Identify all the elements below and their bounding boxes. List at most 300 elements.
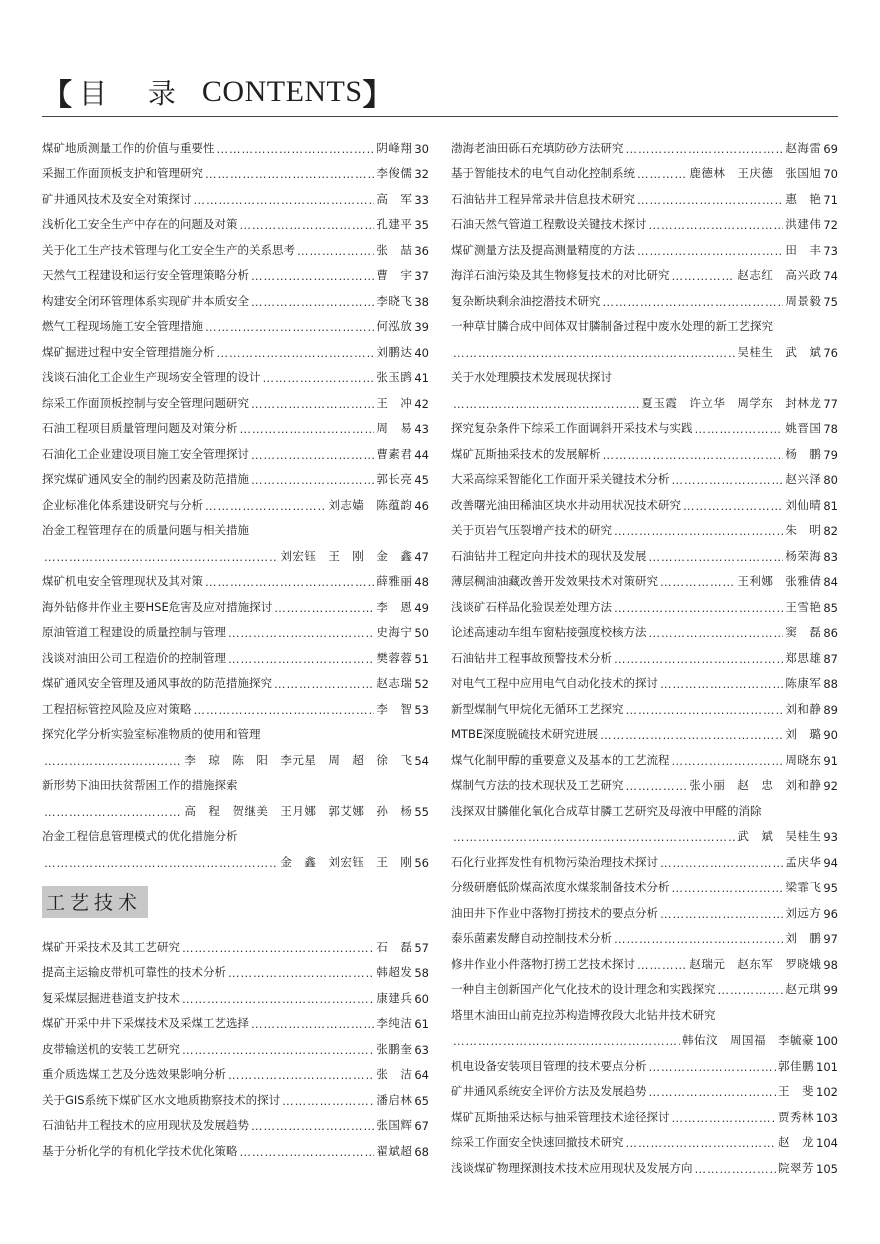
toc-entry-authors: 赵志红 高兴政 bbox=[737, 268, 822, 282]
toc-entry-title: 石化行业挥发性有机物污染治理技术探讨 bbox=[451, 854, 658, 869]
toc-entry[interactable] bbox=[42, 1011, 429, 1037]
toc-leader-dots bbox=[228, 1068, 374, 1082]
toc-entry-title: 塔里木油田山前克拉苏构造博孜段大北钻井技术研究 bbox=[451, 1007, 716, 1022]
toc-leader-dots bbox=[453, 1034, 680, 1048]
toc-entry[interactable] bbox=[451, 696, 838, 722]
toc-entry-author-line bbox=[42, 849, 429, 875]
toc-entry[interactable] bbox=[42, 594, 429, 620]
toc-entry[interactable] bbox=[42, 237, 429, 263]
toc-entry[interactable] bbox=[42, 934, 429, 960]
toc-entry-page: 64 bbox=[414, 1068, 429, 1082]
toc-leader-dots bbox=[660, 575, 735, 589]
toc-entry-authors: 李俊儒 bbox=[376, 166, 413, 180]
toc-entry-line bbox=[42, 237, 429, 263]
toc-entry-title: 新形势下油田扶贫帮困工作的措施探索 bbox=[42, 778, 238, 792]
toc-entry-title-line bbox=[451, 798, 838, 824]
toc-entry[interactable] bbox=[451, 365, 838, 416]
toc-entry[interactable] bbox=[451, 1104, 838, 1130]
toc-leader-dots bbox=[683, 499, 783, 513]
toc-leader-dots bbox=[217, 142, 375, 156]
toc-leader-dots bbox=[672, 881, 784, 895]
toc-entry-authors: 梁霏飞 bbox=[785, 880, 822, 894]
toc-left-column-process bbox=[42, 934, 429, 1164]
toc-leader-dots bbox=[228, 652, 374, 666]
toc-entry[interactable] bbox=[451, 288, 838, 314]
toc-entry[interactable] bbox=[451, 237, 838, 263]
toc-entry-title: 大采高综采智能化工作面开采关键技术分析 bbox=[451, 472, 670, 486]
toc-entry[interactable] bbox=[451, 518, 838, 544]
toc-leader-dots bbox=[182, 1043, 374, 1057]
toc-entry[interactable] bbox=[42, 985, 429, 1011]
toc-entry-page: 86 bbox=[823, 626, 838, 640]
toc-entry-page: 80 bbox=[823, 473, 838, 487]
toc-entry-line bbox=[451, 467, 838, 493]
toc-entry-authors: 薛雅丽 bbox=[376, 574, 413, 588]
toc-entry-title: 浅析化工安全生产中存在的问题及对策 bbox=[42, 217, 238, 231]
toc-entry[interactable] bbox=[42, 824, 429, 875]
toc-entry-title: 综采工作面安全快速回撤技术研究 bbox=[451, 1135, 624, 1149]
toc-leader-dots bbox=[228, 626, 374, 640]
toc-leader-dots bbox=[695, 1162, 777, 1176]
toc-leader-dots bbox=[282, 1094, 374, 1108]
toc-entry[interactable] bbox=[42, 1036, 429, 1062]
toc-leader-dots bbox=[626, 1136, 777, 1150]
toc-entry[interactable] bbox=[42, 390, 429, 416]
toc-leader-dots bbox=[453, 397, 639, 411]
toc-leader-dots bbox=[649, 1060, 777, 1074]
toc-entry[interactable] bbox=[42, 518, 429, 569]
toc-entry-page: 97 bbox=[823, 932, 838, 946]
toc-entry-title: 石油钻井工程定向井技术的现状及发展 bbox=[451, 548, 647, 563]
toc-entry-authors: 孟庆华 bbox=[785, 854, 822, 869]
toc-entry-line bbox=[451, 696, 838, 722]
toc-entry-title: 石油钻井工程技术的应用现状及发展趋势 bbox=[42, 1118, 249, 1132]
toc-entry-title: 采掘工作面顶板支护和管理研究 bbox=[42, 166, 203, 180]
toc-entry-title: 综采工作面顶板控制与安全管理问题研究 bbox=[42, 395, 249, 410]
toc-leader-dots bbox=[626, 779, 688, 793]
toc-entry-page: 44 bbox=[414, 447, 429, 462]
toc-entry-page: 71 bbox=[823, 192, 838, 207]
toc-entry-line bbox=[451, 543, 838, 569]
toc-leader-dots bbox=[251, 1119, 374, 1133]
toc-entry-authors: 王 斐 bbox=[778, 1084, 815, 1098]
toc-leader-dots bbox=[205, 167, 374, 181]
toc-entry-title-line bbox=[42, 722, 429, 748]
toc-entry-authors: 金 鑫 刘宏钰 王 刚 bbox=[280, 854, 413, 869]
toc-entry-authors: 高 程 贺继美 王月娜 郭艾娜 孙 杨 bbox=[184, 803, 413, 818]
toc-entry-page: 98 bbox=[823, 957, 838, 972]
toc-entry-page: 39 bbox=[414, 320, 429, 334]
toc-entry-line bbox=[451, 773, 838, 799]
toc-entry-authors: 李纯洁 bbox=[376, 1016, 413, 1030]
toc-entry[interactable] bbox=[451, 1002, 838, 1053]
toc-entry-title: 修井作业小件落物打捞工艺技术探讨 bbox=[451, 956, 635, 971]
toc-entry-authors: 张小丽 赵 忠 刘和静 bbox=[689, 778, 822, 792]
toc-entry[interactable] bbox=[42, 671, 429, 697]
header-close-bracket: 】 bbox=[362, 78, 394, 113]
toc-leader-dots bbox=[637, 958, 687, 972]
toc-leader-dots bbox=[614, 601, 783, 615]
toc-entry-line bbox=[451, 977, 838, 1003]
toc-entry-authors: 石 磊 bbox=[376, 939, 413, 954]
toc-leader-dots bbox=[251, 269, 374, 283]
toc-entry[interactable] bbox=[42, 441, 429, 467]
toc-entry[interactable] bbox=[451, 620, 838, 646]
toc-entry[interactable] bbox=[42, 1113, 429, 1139]
toc-entry-line bbox=[451, 671, 838, 697]
toc-entry-authors: 周 易 bbox=[376, 421, 413, 435]
toc-entry[interactable] bbox=[42, 288, 429, 314]
toc-entry-authors: 王雪艳 bbox=[785, 599, 822, 614]
toc-entry-page: 103 bbox=[816, 1110, 838, 1125]
toc-entry-page: 51 bbox=[414, 651, 429, 666]
toc-leader-dots bbox=[194, 703, 375, 717]
toc-entry-title: 浅谈矿石样品化验误差处理方法 bbox=[451, 599, 612, 614]
toc-entry[interactable] bbox=[451, 1155, 838, 1181]
toc-entry[interactable] bbox=[451, 798, 838, 849]
toc-entry-title: 机电设备安装项目管理的技术要点分析 bbox=[451, 1058, 647, 1073]
toc-entry[interactable] bbox=[42, 1062, 429, 1088]
toc-entry[interactable] bbox=[42, 620, 429, 646]
toc-entry-title: 煤制气方法的技术现状及工艺研究 bbox=[451, 778, 624, 792]
toc-entry[interactable] bbox=[451, 1130, 838, 1156]
toc-entry-line bbox=[451, 951, 838, 977]
toc-leader-dots bbox=[274, 601, 374, 615]
toc-entry-page: 79 bbox=[823, 447, 838, 462]
toc-entry[interactable] bbox=[451, 416, 838, 442]
toc-entry-page: 74 bbox=[823, 269, 838, 283]
toc-leader-dots bbox=[649, 626, 784, 640]
toc-entry[interactable] bbox=[42, 212, 429, 238]
toc-entry-line bbox=[451, 1155, 838, 1181]
toc-leader-dots bbox=[182, 941, 374, 955]
toc-entry-title: 关于页岩气压裂增产技术的研究 bbox=[451, 523, 612, 537]
toc-entry-line bbox=[451, 594, 838, 620]
toc-entry-line bbox=[42, 1087, 429, 1113]
toc-leader-dots bbox=[637, 193, 783, 207]
toc-entry[interactable] bbox=[451, 773, 838, 799]
toc-entry[interactable] bbox=[451, 747, 838, 773]
toc-entry-page: 67 bbox=[414, 1119, 429, 1133]
toc-entry-authors: 张鹏奎 bbox=[376, 1041, 413, 1056]
toc-entry[interactable] bbox=[451, 1079, 838, 1105]
toc-entry[interactable] bbox=[451, 186, 838, 212]
toc-entry-page: 100 bbox=[816, 1034, 838, 1048]
toc-entry-title: 煤矿机电安全管理现状及其对策 bbox=[42, 574, 203, 588]
toc-entry-line bbox=[42, 416, 429, 442]
toc-entry[interactable] bbox=[42, 773, 429, 824]
toc-entry-authors: 李 琼 陈 阳 李元星 周 超 徐 飞 bbox=[184, 752, 413, 767]
toc-entry-title: 原油管道工程建设的质量控制与管理 bbox=[42, 625, 226, 639]
toc-entry-title: 石油化工企业建设项目施工安全管理探讨 bbox=[42, 446, 249, 461]
toc-entry-page: 65 bbox=[414, 1093, 429, 1108]
toc-entry-page: 55 bbox=[414, 804, 429, 819]
toc-leader-dots bbox=[182, 992, 374, 1006]
toc-entry[interactable] bbox=[42, 365, 429, 391]
toc-entry-page: 81 bbox=[823, 498, 838, 513]
toc-entry-title: 关于GIS系统下煤矿区水文地质勘察技术的探讨 bbox=[42, 1092, 281, 1107]
toc-entry[interactable] bbox=[42, 416, 429, 442]
toc-entry-page: 50 bbox=[414, 626, 429, 640]
toc-entry-page: 36 bbox=[414, 243, 429, 258]
toc-entry-page: 41 bbox=[414, 371, 429, 385]
toc-entry-authors: 赵元琪 bbox=[785, 982, 822, 996]
toc-leader-dots bbox=[217, 346, 375, 360]
toc-leader-dots bbox=[614, 652, 783, 666]
toc-entry-authors: 鹿德林 王庆德 张国旭 bbox=[689, 166, 822, 180]
toc-entry-authors: 张国辉 bbox=[376, 1118, 413, 1132]
toc-entry-title: 探究复杂条件下综采工作面调斜开采技术与实践 bbox=[451, 421, 693, 435]
toc-entry-authors: 赵瑞元 赵东军 罗晓娥 bbox=[689, 956, 822, 971]
toc-entry-line bbox=[42, 960, 429, 986]
toc-entry-authors: 窦 磊 bbox=[785, 625, 822, 639]
toc-entry-title: 一种草甘膦合成中间体双甘膦制备过程中废水处理的新工艺探究 bbox=[451, 319, 773, 333]
toc-entry-page: 88 bbox=[823, 677, 838, 691]
toc-entry-title: 煤矿地质测量工作的价值与重要性 bbox=[42, 140, 215, 155]
toc-entry-authors: 赵 龙 bbox=[778, 1135, 815, 1149]
toc-entry-title: 矿井通风系统安全评价方法及发展趋势 bbox=[451, 1084, 647, 1098]
toc-entry-title: 煤矿测量方法及提高测量精度的方法 bbox=[451, 242, 635, 257]
toc-entry-title: 新型煤制气甲烷化无循环工艺探究 bbox=[451, 701, 624, 716]
toc-entry-title: 浅谈对油田公司工程造价的控制管理 bbox=[42, 650, 226, 665]
toc-entry[interactable] bbox=[451, 849, 838, 875]
toc-entry-page: 77 bbox=[823, 396, 838, 411]
header-title-en: CONTENTS bbox=[201, 75, 363, 108]
toc-entry[interactable] bbox=[451, 441, 838, 467]
toc-entry-authors: 赵海雷 bbox=[785, 140, 822, 155]
toc-leader-dots bbox=[660, 677, 783, 691]
toc-entry[interactable] bbox=[451, 1053, 838, 1079]
toc-entry-authors: 姚晋国 bbox=[785, 421, 822, 435]
toc-leader-dots bbox=[297, 244, 374, 258]
toc-entry-authors: 史海宁 bbox=[376, 625, 413, 639]
toc-leader-dots bbox=[660, 856, 783, 870]
toc-entry-page: 83 bbox=[823, 549, 838, 564]
toc-leader-dots bbox=[603, 448, 784, 462]
toc-entry-authors: 赵志瑞 bbox=[376, 676, 413, 690]
toc-entry-page: 37 bbox=[414, 269, 429, 283]
toc-leader-dots bbox=[603, 295, 784, 309]
toc-leader-dots bbox=[251, 448, 374, 462]
toc-entry-page: 92 bbox=[823, 779, 838, 793]
toc-entry-title: 煤矿掘进过程中安全管理措施分析 bbox=[42, 344, 215, 359]
toc-entry[interactable] bbox=[451, 645, 838, 671]
toc-entry-page: 94 bbox=[823, 855, 838, 870]
toc-entry-authors: 李 智 bbox=[376, 701, 413, 716]
toc-entry-line bbox=[42, 985, 429, 1011]
toc-entry[interactable] bbox=[42, 492, 429, 518]
toc-entry-title: 对电气工程中应用电气自动化技术的探讨 bbox=[451, 676, 658, 690]
toc-entry-title: 冶金工程信息管理模式的优化措施分析 bbox=[42, 829, 238, 843]
toc-entry-author-line bbox=[42, 798, 429, 824]
toc-entry-title: 探究化学分析实验室标准物质的使用和管理 bbox=[42, 727, 261, 741]
toc-entry-page: 104 bbox=[816, 1136, 838, 1150]
toc-entry-page: 38 bbox=[414, 294, 429, 309]
toc-entry[interactable] bbox=[451, 977, 838, 1003]
toc-entry-authors: 何泓放 bbox=[376, 319, 413, 333]
toc-entry[interactable] bbox=[451, 900, 838, 926]
toc-leader-dots bbox=[228, 966, 374, 980]
toc-entry-authors: 刘鹏达 bbox=[376, 344, 413, 359]
toc-entry[interactable] bbox=[451, 135, 838, 161]
toc-entry-title: 海外钻修井作业主要HSE危害及应对措施探讨 bbox=[42, 599, 273, 614]
toc-left-column bbox=[42, 135, 429, 875]
toc-entry-page: 76 bbox=[823, 345, 838, 360]
toc-entry[interactable] bbox=[451, 875, 838, 901]
toc-leader-dots bbox=[205, 575, 374, 589]
toc-entry-title: 燃气工程现场施工安全管理措施 bbox=[42, 319, 203, 333]
toc-entry-authors: 孔建平 bbox=[376, 217, 413, 231]
toc-entry[interactable] bbox=[451, 594, 838, 620]
toc-entry[interactable] bbox=[451, 951, 838, 977]
toc-leader-dots bbox=[614, 524, 783, 538]
toc-entry-page: 75 bbox=[823, 294, 838, 309]
toc-entry-line bbox=[42, 161, 429, 187]
toc-entry-title: 提高主运输皮带机可靠性的技术分析 bbox=[42, 965, 226, 979]
toc-entry[interactable] bbox=[42, 569, 429, 595]
toc-entry-page: 35 bbox=[414, 218, 429, 232]
toc-entry[interactable] bbox=[42, 960, 429, 986]
toc-entry-line bbox=[42, 339, 429, 365]
toc-entry-page: 61 bbox=[414, 1017, 429, 1031]
toc-entry-title-line bbox=[42, 518, 429, 544]
toc-entry-author-line bbox=[451, 390, 838, 416]
toc-entry[interactable] bbox=[42, 186, 429, 212]
toc-right-column bbox=[451, 135, 838, 1181]
toc-entry-author-line bbox=[451, 1028, 838, 1054]
toc-leader-dots bbox=[695, 422, 784, 436]
toc-leader-dots bbox=[251, 397, 374, 411]
toc-entry-authors: 康建兵 bbox=[376, 990, 413, 1005]
toc-entry[interactable] bbox=[451, 492, 838, 518]
toc-entry-line bbox=[451, 900, 838, 926]
toc-entry-title: 浅探双甘膦催化氧化合成草甘膦工艺研究及母液中甲醛的消除 bbox=[451, 803, 762, 818]
toc-entry-authors: 院翠芳 bbox=[778, 1160, 815, 1175]
toc-entry-authors: 惠 艳 bbox=[785, 191, 822, 206]
toc-leader-dots bbox=[626, 142, 784, 156]
toc-entry-page: 78 bbox=[823, 422, 838, 436]
toc-leader-dots bbox=[44, 754, 182, 768]
toc-entry-title: 煤矿瓦斯抽采技术的发展解析 bbox=[451, 446, 601, 461]
toc-entry-line bbox=[42, 365, 429, 391]
toc-leader-dots bbox=[672, 473, 784, 487]
toc-entry[interactable] bbox=[451, 161, 838, 187]
toc-entry-title: 石油天然气管道工程敷设关键技术探讨 bbox=[451, 217, 647, 231]
toc-entry-line bbox=[451, 645, 838, 671]
toc-entry-title: 石油钻井工程异常录井信息技术研究 bbox=[451, 191, 635, 206]
toc-entry[interactable] bbox=[451, 569, 838, 595]
toc-entry-authors: 韩佑汶 周国福 李毓豪 bbox=[682, 1033, 815, 1047]
toc-entry[interactable] bbox=[42, 696, 429, 722]
toc-entry-title: 皮带输送机的安装工艺研究 bbox=[42, 1041, 180, 1056]
toc-entry[interactable] bbox=[42, 339, 429, 365]
toc-entry[interactable] bbox=[42, 1138, 429, 1164]
toc-entry-line bbox=[451, 722, 838, 748]
toc-entry[interactable] bbox=[42, 467, 429, 493]
toc-entry-line bbox=[451, 1130, 838, 1156]
toc-entry[interactable] bbox=[42, 314, 429, 340]
toc-entry-page: 45 bbox=[414, 473, 429, 487]
toc-entry[interactable] bbox=[451, 543, 838, 569]
toc-entry-title: 复采煤层掘进巷道支护技术 bbox=[42, 990, 180, 1005]
toc-entry-page: 99 bbox=[823, 983, 838, 997]
toc-entry-line bbox=[42, 671, 429, 697]
contents-header bbox=[42, 70, 394, 113]
toc-entry-authors: 曹 宇 bbox=[376, 268, 413, 282]
toc-entry[interactable] bbox=[451, 314, 838, 365]
toc-entry[interactable] bbox=[42, 263, 429, 289]
toc-leader-dots bbox=[240, 422, 375, 436]
toc-entry[interactable] bbox=[42, 135, 429, 161]
toc-entry[interactable] bbox=[451, 671, 838, 697]
toc-entry-page: 33 bbox=[414, 192, 429, 207]
toc-entry-page: 49 bbox=[414, 600, 429, 615]
toc-entry-authors: 刘仙晴 bbox=[785, 497, 822, 512]
toc-entry-page: 85 bbox=[823, 600, 838, 615]
toc-entry-authors: 翟斌超 bbox=[376, 1143, 413, 1158]
toc-entry-title: 改善曙光油田稀油区块水井动用状况技术研究 bbox=[451, 497, 681, 512]
toc-entry-title-line bbox=[42, 824, 429, 850]
toc-entry-title: 关于化工生产技术管理与化工安全生产的关系思考 bbox=[42, 242, 295, 257]
toc-entry-authors: 潘启林 bbox=[376, 1092, 413, 1107]
toc-entry[interactable] bbox=[42, 645, 429, 671]
toc-entry-title: 薄层稠油油藏改善开发效果技术对策研究 bbox=[451, 574, 658, 588]
toc-entry-page: 30 bbox=[414, 141, 429, 156]
toc-entry[interactable] bbox=[42, 161, 429, 187]
toc-leader-dots bbox=[251, 295, 374, 309]
toc-leader-dots bbox=[44, 550, 278, 564]
toc-entry-line bbox=[451, 492, 838, 518]
toc-entry[interactable] bbox=[451, 467, 838, 493]
toc-entry[interactable] bbox=[451, 212, 838, 238]
toc-entry-title: 煤矿瓦斯抽采达标与抽采管理技术途径探讨 bbox=[451, 1109, 670, 1124]
header-divider bbox=[42, 116, 838, 117]
toc-entry[interactable] bbox=[42, 722, 429, 773]
toc-entry[interactable] bbox=[451, 722, 838, 748]
toc-entry-page: 84 bbox=[823, 575, 838, 589]
toc-entry-line bbox=[451, 1053, 838, 1079]
toc-entry-title: 工程招标管控风险及应对策略 bbox=[42, 701, 192, 716]
toc-entry-author-line bbox=[451, 339, 838, 365]
toc-leader-dots bbox=[251, 1017, 374, 1031]
toc-entry[interactable] bbox=[42, 1087, 429, 1113]
toc-entry-page: 32 bbox=[414, 167, 429, 181]
toc-entry-authors: 周景毅 bbox=[785, 293, 822, 308]
toc-entry[interactable] bbox=[451, 926, 838, 952]
toc-entry-author-line bbox=[42, 747, 429, 773]
toc-entry-page: 105 bbox=[816, 1161, 838, 1176]
toc-entry-page: 90 bbox=[823, 728, 838, 742]
toc-entry-title: 石油钻井工程事故预警技术分析 bbox=[451, 650, 612, 665]
toc-entry[interactable] bbox=[451, 263, 838, 289]
toc-entry-title: 探究煤矿通风安全的制约因素及防范措施 bbox=[42, 472, 249, 486]
toc-entry-title: 论述高速动车组车窗粘接强度校核方法 bbox=[451, 625, 647, 639]
toc-entry-author-line bbox=[451, 824, 838, 850]
toc-entry-title: MTBE深度脱硫技术研究进展 bbox=[451, 727, 599, 741]
toc-entry-line bbox=[451, 875, 838, 901]
toc-entry-authors: 刘 鹏 bbox=[785, 931, 822, 945]
toc-entry-line bbox=[451, 849, 838, 875]
toc-entry-authors: 刘宏钰 王 刚 金 鑫 bbox=[280, 548, 413, 563]
toc-entry-title: 构建安全闭环管理体系实现矿井本质安全 bbox=[42, 293, 249, 308]
toc-entry-authors: 夏玉霞 许立华 周学东 封林龙 bbox=[641, 395, 822, 410]
toc-entry-authors: 贾秀林 bbox=[778, 1109, 815, 1124]
toc-entry-title: 基于智能技术的电气自动化控制系统 bbox=[451, 166, 635, 180]
toc-leader-dots bbox=[649, 218, 784, 232]
toc-entry-line bbox=[42, 1011, 429, 1037]
toc-entry-line bbox=[451, 441, 838, 467]
toc-entry-authors: 刘远方 bbox=[785, 905, 822, 920]
